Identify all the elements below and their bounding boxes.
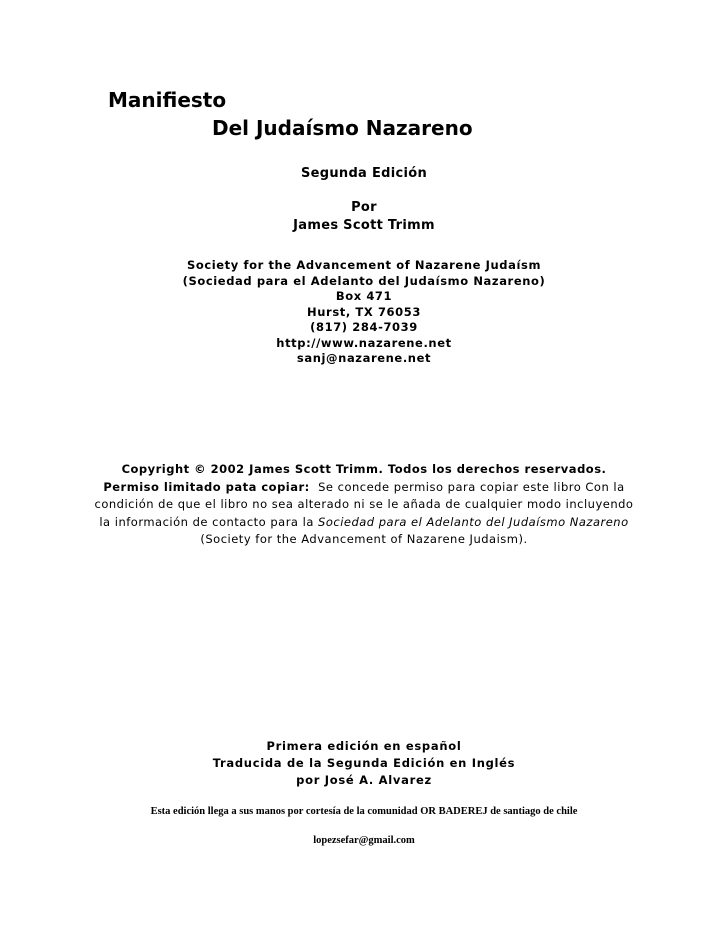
translation-block [0,738,728,789]
courtesy-email[interactable]: lopezsefar@gmail.com [313,835,415,846]
translator: por José A. Alvarez [296,773,432,787]
first-edition-spanish: Primera edición en español [266,739,462,753]
contact-block [0,258,728,367]
society-english-line: (Society for the Advancement of Nazarene Judaism). [200,532,528,546]
website-link[interactable]: http://www.nazarene.net [276,335,452,350]
contact-info-line [0,514,728,532]
contact-email[interactable]: sanj@nazarene.net [296,351,432,365]
condition-line: condición de que el libro no sea alterado ni se le añada de cualquier modo incluyendo [94,497,634,511]
contact-info-prefix: la información de contacto para la [99,514,319,529]
by-label: Por [351,200,377,215]
title-line-2: Del Judaísmo Nazareno [212,116,473,140]
courtesy-note: Esta edición llega a sus manos por cortesía de la comunidad OR BADEREJ de santiago de chile [150,806,578,817]
phone-number: (817) 284-7039 [310,320,418,334]
org-spanish: (Sociedad para el Adelanto del Judaísmo Nazareno) [182,273,546,288]
po-box: Box 471 [335,289,393,303]
translated-from: Traducida de la Segunda Edición en Inglés [212,756,516,770]
copyright-line: Copyright © 2002 James Scott Trimm. Todos los derechos reservados. [121,462,607,476]
title-line-1: Manifiesto [108,88,227,112]
edition-label: Segunda Edición [300,166,428,181]
city-address: Hurst, TX 76053 [307,304,421,319]
permission-line [0,479,728,497]
permission-text: Se concede permiso para copiar este libro Con la [318,479,625,494]
society-name-italic: Sociedad para el Adelanto del Judaísmo Nazareno [318,514,629,529]
copyright-notice [0,461,728,549]
permission-label: Permiso limitado pata copiar: [103,479,310,494]
org-english: Society for the Advancement of Nazarene Judaísm [186,258,542,272]
author-name: James Scott Trimm [293,218,435,233]
